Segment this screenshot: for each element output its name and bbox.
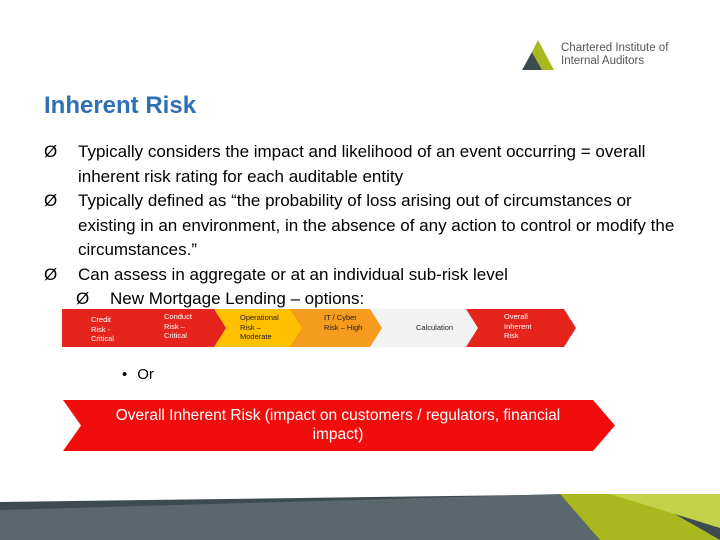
ciia-logo [522, 38, 682, 72]
or-text: Or [137, 366, 154, 383]
logo-line-2: Internal Auditors [561, 55, 645, 67]
dot-bullet-icon: • [122, 366, 128, 383]
process-step-label: Credit Risk - Critical [91, 315, 114, 343]
bullet-item [44, 189, 684, 263]
process-step-overall-inherent-risk [466, 309, 576, 347]
overall-inherent-risk-banner [63, 400, 615, 451]
or-bullet [122, 366, 154, 383]
process-step-label: Operational Risk – Moderate [240, 313, 279, 341]
logo-mark-icon [522, 40, 554, 72]
slide-title: Inherent Risk [44, 92, 197, 119]
arrow-bullet-icon: Ø [76, 289, 90, 308]
arrow-bullet-icon: Ø [44, 191, 58, 210]
arrow-bullet-icon: Ø [44, 142, 58, 161]
bullet-text: Typically considers the impact and likelihood of an event occurring = overall inherent risk rating for each auditable entity [78, 142, 646, 186]
logo-text [561, 42, 668, 68]
process-step-label: Calculation [416, 323, 454, 332]
bullet-text: New Mortgage Lending – options: [110, 289, 365, 308]
banner-text: Overall Inherent Risk (impact on customers / regulators, financial impact) [115, 407, 561, 443]
bullet-list [44, 140, 684, 312]
process-step-label: Overall Inherent Risk [504, 312, 532, 340]
bullet-text: Can assess in aggregate or at an individual sub-risk level [78, 264, 508, 284]
sub-bullet-item [76, 287, 684, 312]
footer-band [0, 488, 720, 540]
bullet-item [44, 140, 684, 189]
bullet-item [44, 263, 684, 288]
process-step-label: IT / Cyber Risk – High [324, 313, 363, 332]
process-step-label: Conduct Risk – Critical [164, 312, 192, 340]
arrow-bullet-icon: Ø [44, 264, 58, 284]
bullet-text: Typically defined as “the probability of loss arising out of circumstances or existing in an environment, in the absence of any action to control or modify the circumstances.” [78, 191, 675, 259]
logo-line-1: Chartered Institute of [561, 42, 669, 54]
